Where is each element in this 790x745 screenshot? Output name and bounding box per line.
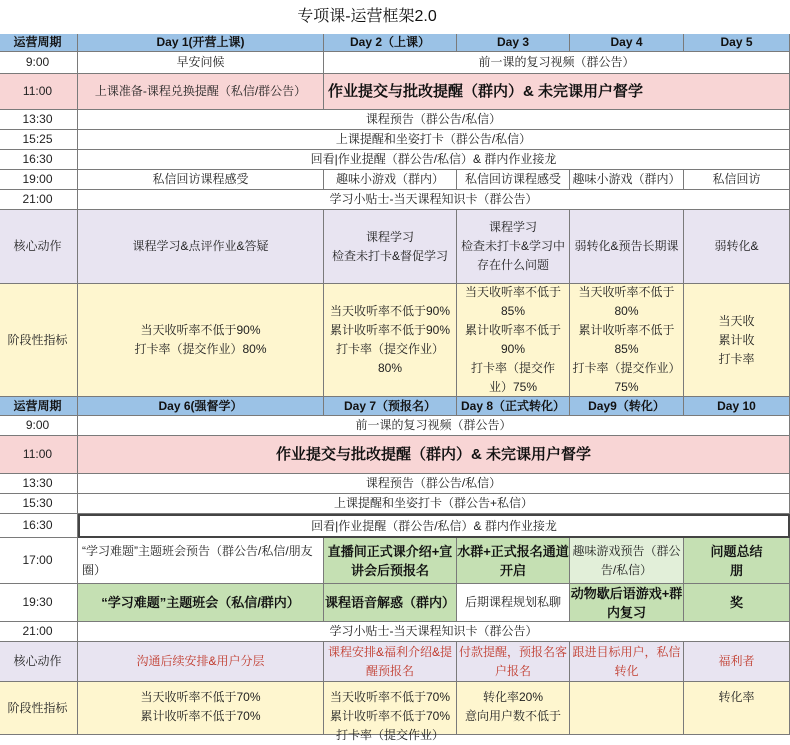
- time-cell-text: 21:00: [22, 624, 53, 638]
- kpi-label-text: 阶段性指标: [7, 700, 68, 715]
- time-cell-text: 9:00: [25, 418, 50, 432]
- core-label-text: 核心动作: [13, 654, 62, 668]
- kpi-cell: [457, 284, 570, 397]
- period-header-text: 运营周期: [13, 398, 62, 413]
- kpi-cell-text: 当天收听率不低于 85% 累计收听率不低于 90% 打卡率（提交作 业）75%: [464, 285, 561, 394]
- time-cell-text: 21:00: [22, 192, 53, 206]
- activity-cell: [457, 584, 570, 622]
- day-header-text: Day 8（正式转化）: [460, 398, 566, 413]
- kpi-cell: [324, 284, 457, 397]
- day-header: [78, 34, 324, 52]
- time-cell: [0, 416, 78, 436]
- time-cell: [0, 584, 78, 622]
- core-label: [0, 642, 78, 682]
- core-action-cell: [78, 642, 324, 682]
- core-action-cell: [324, 642, 457, 682]
- activity-cell: [78, 416, 790, 436]
- activity-cell-text: 私信回访: [712, 172, 761, 186]
- activity-cell: [570, 584, 684, 622]
- day-header-text: Day 3: [496, 35, 530, 49]
- core-action-cell: [78, 210, 324, 284]
- time-cell-text: 15:25: [22, 132, 53, 146]
- activity-cell-text: “学习难题”主题班会（私信/群内）: [101, 595, 300, 610]
- day-header: [684, 397, 790, 416]
- time-cell: [0, 150, 78, 170]
- activity-cell: [78, 74, 324, 110]
- activity-cell: [324, 52, 790, 74]
- activity-cell: [78, 494, 790, 514]
- day-header: [457, 397, 570, 416]
- kpi-cell-text: 当天收听率不低于70% 累计收听率不低于70% 打卡率（提交作业）: [329, 690, 451, 742]
- time-cell-text: 17:00: [22, 553, 53, 567]
- day-header-text: Day 1(开营上课): [156, 35, 245, 49]
- time-cell: [0, 474, 78, 494]
- activity-cell: [324, 170, 457, 190]
- activity-cell: [570, 538, 684, 584]
- day-header: [457, 34, 570, 52]
- activity-cell-text: “学习难题”主题班会预告（群公告/私信/朋友圈）: [82, 543, 313, 577]
- activity-cell-text: 前一课的复习视频（群公告）: [355, 418, 512, 432]
- activity-cell: [78, 622, 790, 642]
- highlight-cell: [324, 74, 790, 110]
- kpi-cell: [684, 284, 790, 397]
- time-cell: [0, 170, 78, 190]
- period-header: [0, 397, 78, 416]
- time-cell: [0, 52, 78, 74]
- kpi-cell-text: 当天收听率不低于90% 累计收听率不低于90% 打卡率（提交作业） 80%: [329, 304, 451, 375]
- activity-cell-text: 回看|作业提醒（群公告/私信）& 群内作业接龙: [310, 152, 557, 166]
- kpi-cell: [570, 682, 684, 735]
- day-header: [324, 397, 457, 416]
- activity-cell-text: 上课准备-课程兑换提醒（私信/群公告）: [94, 84, 307, 98]
- activity-cell-text: 直播间正式课介绍+宣讲会后预报名: [327, 543, 453, 578]
- day-header-text: Day 7（预报名）: [343, 398, 437, 413]
- time-cell-text: 11:00: [22, 84, 53, 98]
- activity-cell: [78, 190, 790, 210]
- activity-cell-text: 水群+正式报名通道开启: [457, 543, 569, 578]
- day-header: [570, 397, 684, 416]
- day-header: [78, 397, 324, 416]
- kpi-cell-text: 当天收听率不低于 80% 累计收听率不低于 85% 打卡率（提交作业） 75%: [572, 285, 681, 394]
- activity-cell: [457, 170, 570, 190]
- activity-cell: [78, 170, 324, 190]
- activity-cell-text: 趣味小游戏（群内）: [335, 172, 444, 186]
- kpi-cell: [78, 284, 324, 397]
- page-title: 专项课-运营框架2.0: [297, 8, 437, 25]
- day-header-text: Day9（转化）: [588, 398, 665, 413]
- period-header: [0, 34, 78, 52]
- time-cell-text: 16:30: [22, 518, 53, 532]
- core-action-cell: [324, 210, 457, 284]
- activity-cell-text: 课程预告（群公告/私信）: [365, 112, 502, 126]
- time-cell: [0, 190, 78, 210]
- kpi-cell-text: 当天收听率不低于90% 打卡率（提交作业）80%: [134, 323, 267, 356]
- day-header-text: Day 5: [720, 35, 753, 49]
- activity-cell: [684, 170, 790, 190]
- activity-cell-text: 学习小贴士-当天课程知识卡（群公告）: [329, 624, 538, 638]
- day-header-text: Day 6(强督学）: [158, 398, 243, 413]
- activity-cell: [78, 538, 324, 584]
- highlight-cell-text: 作业提交与批改提醒（群内）& 未完课用户督学: [275, 446, 591, 463]
- kpi-cell: [324, 682, 457, 742]
- core-label: [0, 210, 78, 284]
- day-header: [684, 34, 790, 52]
- activity-cell-text: 课程预告（群公告/私信）: [365, 476, 502, 490]
- activity-cell: [457, 538, 570, 584]
- time-cell: [0, 74, 78, 110]
- day-header-text: Day 10: [717, 398, 756, 413]
- time-cell-text: 19:00: [22, 172, 53, 186]
- core-action-cell-text: 课程安排&福利介绍&提醒预报名: [327, 644, 452, 678]
- day-header-text: Day 4: [610, 35, 643, 49]
- kpi-cell: [78, 682, 324, 735]
- activity-cell: [684, 538, 790, 584]
- time-cell-text: 11:00: [22, 447, 53, 461]
- activity-cell-text: 动物歇后语游戏+群内复习: [570, 585, 683, 620]
- activity-cell-text: 课程语音解惑（群内）: [324, 595, 455, 610]
- kpi-cell: [457, 682, 570, 735]
- activity-cell-text: 趣味小游戏（群内）: [572, 172, 681, 186]
- time-cell-text: 13:30: [22, 112, 53, 126]
- time-cell-text: 16:30: [22, 152, 53, 166]
- kpi-cell-text: 转化率: [718, 690, 755, 704]
- activity-cell: [324, 584, 457, 622]
- activity-cell-text: 上课提醒和坐姿打卡（群公告/私信）: [335, 132, 532, 146]
- activity-cell: [78, 150, 790, 170]
- activity-cell-text: 问题总结 朋: [710, 543, 763, 578]
- activity-cell: [78, 52, 324, 74]
- core-action-cell: [684, 210, 790, 284]
- day-header: [570, 34, 684, 52]
- activity-cell: [78, 474, 790, 494]
- core-action-cell: [457, 642, 570, 682]
- activity-cell: [78, 584, 324, 622]
- activity-cell: [78, 130, 790, 150]
- time-cell: [0, 494, 78, 514]
- time-cell: [0, 514, 78, 538]
- core-action-cell-text: 弱转化&预告长期课: [574, 239, 679, 253]
- time-cell: [0, 130, 78, 150]
- time-cell: [0, 538, 78, 584]
- highlight-cell-text: 作业提交与批改提醒（群内）& 未完课用户督学: [328, 83, 644, 100]
- kpi-label-text: 阶段性指标: [7, 332, 68, 347]
- time-cell: [0, 110, 78, 130]
- core-action-cell-text: 弱转化&: [714, 239, 759, 253]
- activity-cell-text: 学习小贴士-当天课程知识卡（群公告）: [329, 192, 538, 206]
- core-action-cell: [684, 642, 790, 682]
- kpi-cell-text: 当天收听率不低于70% 累计收听率不低于70%: [140, 690, 261, 723]
- core-label-text: 核心动作: [13, 239, 62, 253]
- time-cell-text: 15:30: [22, 496, 53, 510]
- core-action-cell-text: 沟通后续安排&用户分层: [136, 654, 265, 668]
- core-action-cell-text: 跟进目标用户，私信转化: [572, 644, 681, 678]
- day-header: [324, 34, 457, 52]
- kpi-cell-text: 当天收 累计收 打卡率: [718, 313, 755, 366]
- core-action-cell-text: 课程学习 检查未打卡&学习中 存在什么问题: [460, 220, 565, 272]
- activity-cell-text: 趣味游戏预告（群公告/私信）: [572, 543, 681, 577]
- activity-cell-text: 私信回访课程感受: [152, 172, 249, 186]
- activity-cell-text: 回看|作业提醒（群公告/私信）& 群内作业接龙: [311, 518, 557, 533]
- time-cell-text: 9:00: [25, 55, 50, 69]
- time-cell-text: 13:30: [22, 476, 53, 490]
- time-cell: [0, 436, 78, 474]
- activity-cell-text: 私信回访课程感受: [464, 172, 561, 186]
- activity-cell: [570, 170, 684, 190]
- kpi-label: [0, 682, 78, 735]
- activity-cell-text: 上课提醒和坐姿打卡（群公告+私信）: [333, 496, 533, 510]
- period-header-text: 运营周期: [13, 35, 62, 49]
- time-cell: [0, 622, 78, 642]
- activity-cell-text: 早安问候: [176, 55, 225, 69]
- activity-cell-text: 前一课的复习视频（群公告）: [478, 55, 635, 69]
- highlight-cell: [78, 436, 790, 474]
- kpi-label: [0, 284, 78, 397]
- activity-cell: [78, 514, 790, 538]
- core-action-cell: [570, 210, 684, 284]
- activity-cell: [78, 110, 790, 130]
- kpi-cell: [570, 284, 684, 397]
- activity-cell: [324, 538, 457, 584]
- core-action-cell-text: 福利者: [718, 654, 755, 668]
- core-action-cell: [570, 642, 684, 682]
- core-action-cell-text: 付款提醒，预报名客户报名: [458, 644, 567, 678]
- kpi-cell-text: 转化率20% 意向用户数不低于: [464, 690, 561, 723]
- day-header-text: Day 2（上课）: [349, 35, 431, 49]
- time-cell-text: 19:30: [22, 595, 53, 609]
- kpi-cell: [684, 682, 790, 735]
- activity-cell-text: 后期课程规划私聊: [464, 595, 561, 609]
- activity-cell: [684, 584, 790, 622]
- core-action-cell-text: 课程学习&点评作业&答疑: [132, 239, 269, 253]
- core-action-cell: [457, 210, 570, 284]
- activity-cell-text: 奖: [729, 595, 743, 610]
- core-action-cell-text: 课程学习 检查未打卡&督促学习: [331, 229, 448, 263]
